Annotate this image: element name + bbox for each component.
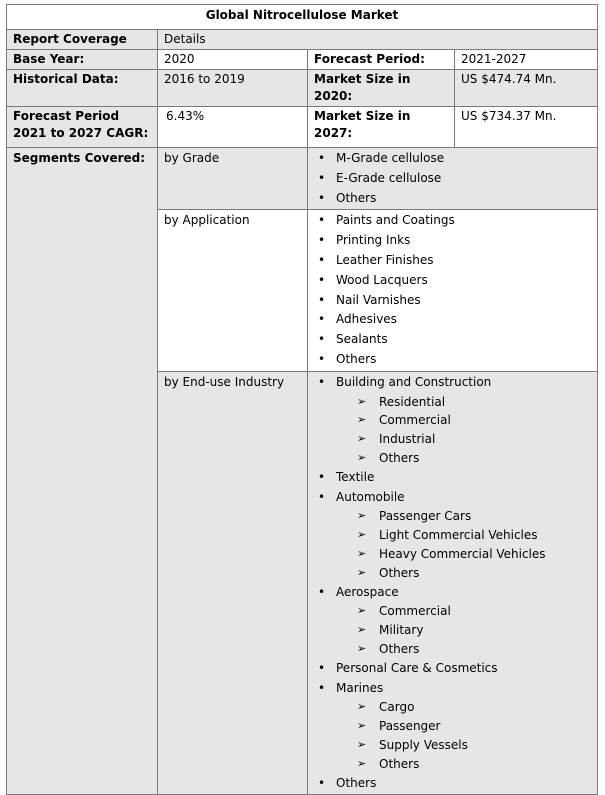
segment-list-item xyxy=(314,350,591,370)
segment-item-label: M-Grade cellulose xyxy=(336,151,445,165)
sub-segment-list xyxy=(336,507,591,582)
segment-list-item xyxy=(314,271,591,291)
segment-items-cell xyxy=(308,371,598,795)
historical-row xyxy=(7,70,598,107)
segment-list-item xyxy=(314,373,591,468)
segment-list-item xyxy=(314,291,591,311)
base-year-value: 2020 xyxy=(158,50,308,70)
segment-item-label: Printing Inks xyxy=(336,233,411,248)
sub-segment-item: ➢ Others xyxy=(336,449,591,468)
market-size-2020-value: US $474.74 Mn. xyxy=(455,70,598,107)
sub-segment-item: ➢ Others xyxy=(336,755,591,774)
sub-segment-item: ➢ Commercial xyxy=(336,602,591,621)
segment-item-label: E-Grade cellulose xyxy=(336,170,442,185)
sub-segment-item: ➢ Commercial xyxy=(336,411,591,430)
segment-list xyxy=(314,211,591,369)
segment-list-item xyxy=(314,169,591,189)
header-details: Details xyxy=(158,30,598,50)
report-container xyxy=(6,4,598,795)
sub-segment-item: ➢ Others xyxy=(336,640,591,659)
sub-segment-item: ➢ Light Commercial Vehicles xyxy=(336,526,591,545)
segment-group-name: by Grade xyxy=(158,148,308,210)
segment-item-label: Automobile xyxy=(336,489,405,504)
sub-segment-item: ➢ Passenger xyxy=(336,717,591,736)
segment-list-item xyxy=(314,330,591,350)
market-size-2020-label: Market Size in 2020: xyxy=(308,70,455,107)
title-row xyxy=(7,5,598,30)
segment-item-label: Others xyxy=(336,190,377,205)
sub-segment-item: ➢ Military xyxy=(336,621,591,640)
segment-item-label: Others xyxy=(336,351,377,366)
segment-item-label: Paints and Coatings xyxy=(336,213,455,228)
segment-item-label: Nail Varnishes xyxy=(336,292,421,307)
sub-segment-item: ➢ Heavy Commercial Vehicles xyxy=(336,545,591,564)
sub-segment-item: ➢ Residential xyxy=(336,393,591,412)
segment-group-name: by Application xyxy=(158,210,308,371)
cagr-value: 6.43% xyxy=(158,107,308,148)
base-year-label: Base Year: xyxy=(7,50,158,70)
segment-item-label: Wood Lacquers xyxy=(336,272,428,287)
sub-segment-item: ➢ Industrial xyxy=(336,430,591,449)
segment-item-label: Marines xyxy=(336,680,384,695)
segment-item-label: Others xyxy=(336,775,377,790)
segment-row-grade xyxy=(7,148,598,210)
forecast-period-value: 2021-2027 xyxy=(455,50,598,70)
header-row xyxy=(7,30,598,50)
sub-segment-item: ➢ Others xyxy=(336,564,591,583)
segment-list-item xyxy=(314,231,591,251)
segment-list xyxy=(314,373,591,794)
segment-item-label: Sealants xyxy=(336,332,388,347)
base-year-row xyxy=(7,50,598,70)
segment-list-item xyxy=(314,310,591,330)
segment-list-item xyxy=(314,149,591,169)
segment-list-item xyxy=(314,488,591,583)
segment-items-cell xyxy=(308,210,598,371)
historical-label: Historical Data: xyxy=(7,70,158,107)
sub-segment-list xyxy=(336,698,591,773)
header-report-coverage: Report Coverage xyxy=(7,30,158,50)
sub-segment-list xyxy=(336,602,591,658)
sub-segment-list xyxy=(336,393,591,468)
segment-item-label: Building and Construction xyxy=(336,374,492,389)
market-size-2027-value: US $734.37 Mn. xyxy=(455,107,598,148)
market-size-2027-label: Market Size in 2027: xyxy=(308,107,455,148)
sub-segment-item: ➢ Cargo xyxy=(336,698,591,717)
segment-list-item xyxy=(314,251,591,271)
segment-list-item xyxy=(314,679,591,774)
segment-items-cell xyxy=(308,148,598,210)
cagr-label: Forecast Period 2021 to 2027 CAGR: xyxy=(7,107,158,148)
sub-segment-item: ➢ Passenger Cars xyxy=(336,507,591,526)
segment-list xyxy=(314,149,591,208)
segment-item-label: Leather Finishes xyxy=(336,252,434,267)
historical-value: 2016 to 2019 xyxy=(158,70,308,107)
sub-segment-item: ➢ Supply Vessels xyxy=(336,736,591,755)
segment-list-item xyxy=(314,583,591,659)
segment-list-item xyxy=(314,774,591,794)
segment-item-label: Textile xyxy=(336,469,375,484)
segments-label: Segments Covered: xyxy=(7,148,158,795)
segment-list-item xyxy=(314,211,591,231)
report-table xyxy=(6,4,598,795)
segment-list-item xyxy=(314,659,591,679)
cagr-row xyxy=(7,107,598,148)
segment-list-item xyxy=(314,468,591,488)
segment-item-label: Aerospace xyxy=(336,584,399,599)
segment-item-label: Personal Care & Cosmetics xyxy=(336,660,498,675)
segment-list-item xyxy=(314,189,591,209)
forecast-period-label: Forecast Period: xyxy=(308,50,455,70)
segment-item-label: Adhesives xyxy=(336,312,397,327)
table-title: Global Nitrocellulose Market xyxy=(7,5,598,30)
segment-group-name: by End-use Industry xyxy=(158,371,308,795)
